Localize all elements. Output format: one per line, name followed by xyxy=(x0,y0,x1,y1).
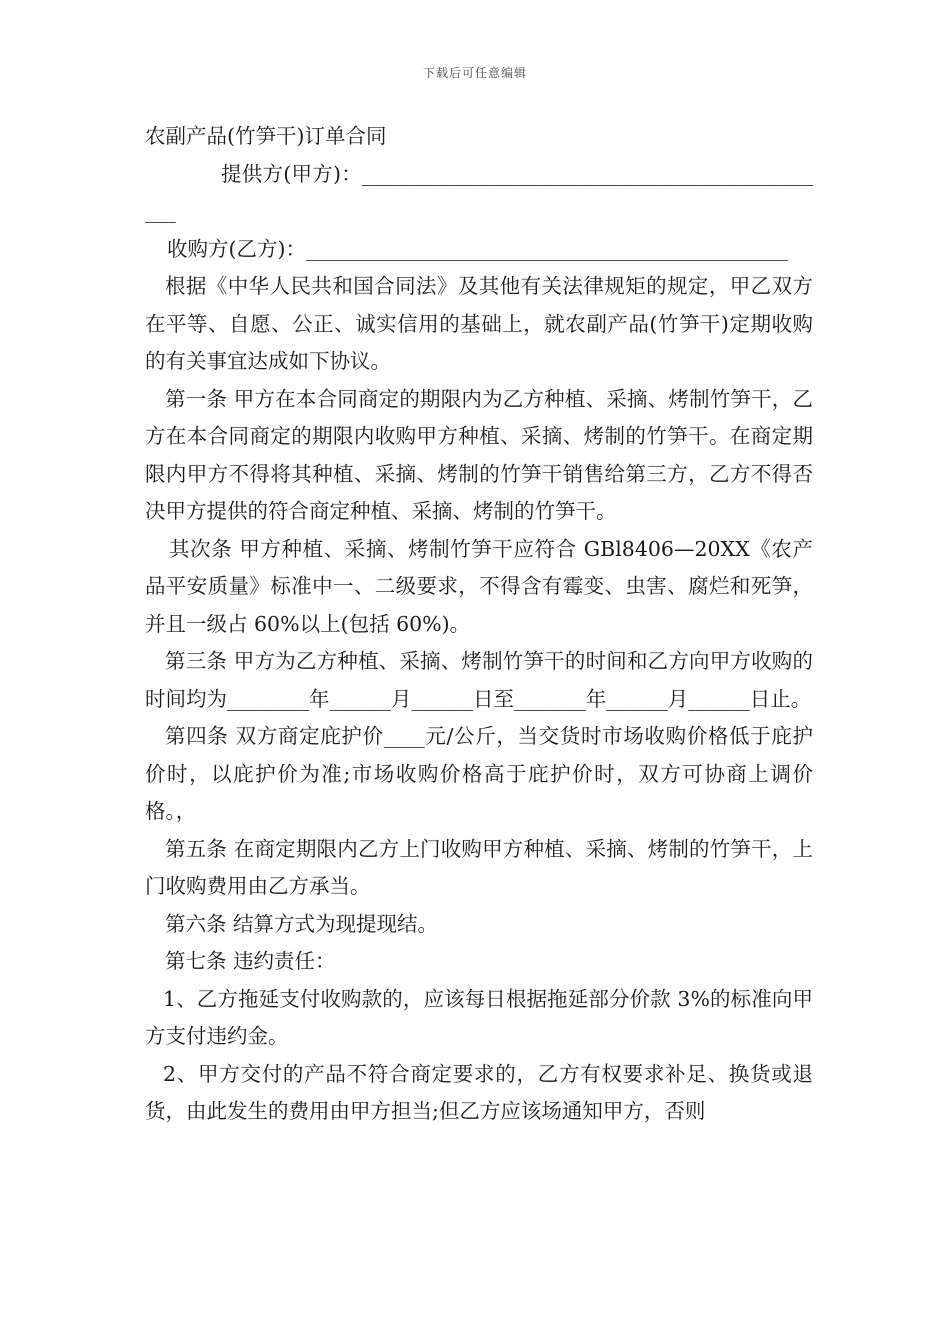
supplier-line: 提供方(甲方)：_______________________________________________ xyxy=(145,161,813,223)
clause-1: 1、乙方拖延支付收购款的，应该每日根据拖延部分价款 3%的标准向甲方支付违约金。 xyxy=(145,986,813,1048)
article-7: 第七条 违约责任： xyxy=(165,949,336,973)
preamble-paragraph: 根据《中华人民共和国合同法》及其他有关法律规矩的规定，甲乙双方在平等、自愿、公正、诚实信用的基础上，就农副产品(竹笋干)定期收购的有关事宜达成如下协议。 xyxy=(145,274,813,373)
buyer-line: 收购方(乙方)：_______________________________________________ xyxy=(167,236,788,261)
contract-body xyxy=(145,118,813,1131)
article-4: 第四条 双方商定庇护价____元/公斤，当交货时市场收购价格低于庇护价时，以庇护价为准;市场收购价格高于庇护价时，双方可协商上调价格。， xyxy=(145,724,813,823)
page-header-note: 下载后可任意编辑 xyxy=(422,66,527,80)
contract-title: 农副产品(竹笋干)订单合同 xyxy=(145,124,387,148)
article-2: 其次条 甲方种植、采摘、烤制竹笋干应符合 GBl8406—20XX《农产品平安质量》标准中一、二级要求，不得含有霉变、虫害、腐烂和死笋，并且一级占 60%以上(包括 60%)。 xyxy=(145,536,813,636)
article-6: 第六条 结算方式为现提现结。 xyxy=(165,911,439,936)
article-1: 第一条 甲方在本合同商定的期限内为乙方种植、采摘、烤制竹笋干，乙方在本合同商定的期限内收购甲方种植、采摘、烤制的竹笋干。在商定期限内甲方不得将其种植、采摘、烤制的竹笋干销售给第三方，乙方不得否决甲方提供的符合商定种植、采摘、烤制的竹笋干。 xyxy=(145,386,813,523)
clause-2: 2、甲方交付的产品不符合商定要求的，乙方有权要求补足、换货或退货，由此发生的费用由甲方担当;但乙方应该场通知甲方，否则 xyxy=(145,1061,813,1123)
article-3: 第三条 甲方为乙方种植、采摘、烤制竹笋干的时间和乙方向甲方收购的时间均为________年______月______日至_______年______月______日止。 xyxy=(145,649,813,711)
article-5: 第五条 在商定期限内乙方上门收购甲方种植、采摘、烤制的竹笋干，上门收购费用由乙方承当。 xyxy=(145,836,813,898)
